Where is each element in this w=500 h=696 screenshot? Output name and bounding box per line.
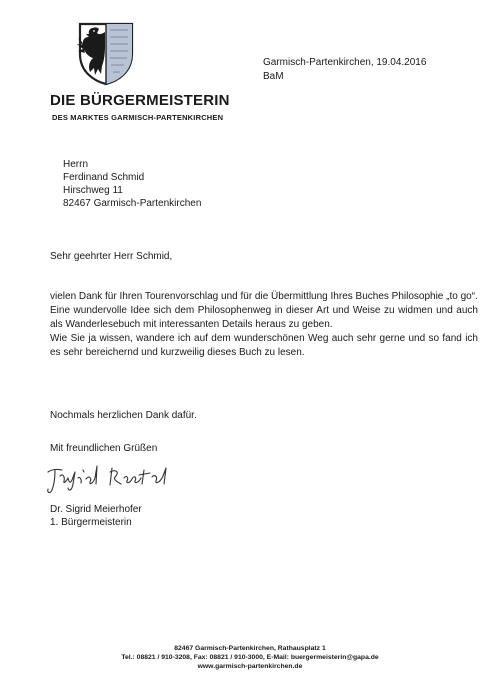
body-paragraph: Wie Sie ja wissen, wandere ich auf dem wunderschönen Weg auch sehr gerne und so fand ich es sehr bereichernd und kurzweilig dieses Buch zu lesen.	[50, 333, 478, 358]
regards-line: Mit freundlichen Grüßen	[50, 443, 158, 454]
signer-block	[50, 503, 142, 529]
address-line: Hirschweg 11	[63, 185, 123, 196]
letter-body	[50, 290, 478, 360]
footer	[0, 644, 500, 671]
signer-name: Dr. Sigrid Meierhofer	[50, 504, 142, 515]
address-line: Herrn	[63, 159, 89, 170]
address-line: 82467 Garmisch-Partenkirchen	[63, 198, 202, 209]
signer-title: 1. Bürgermeisterin	[50, 517, 132, 528]
reference-initials: BaM	[263, 71, 284, 82]
handwritten-signature	[42, 460, 182, 500]
letterhead-subtitle: DES MARKTES GARMISCH-PARTENKIRCHEN	[52, 113, 224, 122]
coat-of-arms-icon	[76, 20, 136, 86]
place-date: Garmisch-Partenkirchen, 19.04.2016	[263, 57, 427, 68]
address-line: Ferdinand Schmid	[63, 172, 145, 183]
letterhead-title: DIE BÜRGERMEISTERIN	[50, 92, 230, 109]
footer-address: 82467 Garmisch-Partenkirchen, Rathausplatz 1	[174, 645, 326, 652]
salutation: Sehr geehrter Herr Schmid,	[50, 251, 173, 262]
body-paragraph: Eine wundervolle Idee sich dem Philosophenweg in dieser Art und Weise zu widmen und auch als Wanderlesebuch mit interessanten Details heraus zu geben.	[50, 305, 478, 330]
closing-line: Nochmals herzlichen Dank dafür.	[50, 410, 197, 421]
recipient-address	[63, 158, 201, 210]
body-paragraph: vielen Dank für Ihren Tourenvorschlag und für die Übermittlung Ihres Buches Philosophie „to go“.	[50, 291, 478, 302]
footer-contact: Tel.: 08821 / 910-3208, Fax: 08821 / 910-3000, E-Mail: buergermeisterin@gapa.de	[121, 654, 379, 661]
footer-website: www.garmisch-partenkirchen.de	[197, 663, 303, 670]
